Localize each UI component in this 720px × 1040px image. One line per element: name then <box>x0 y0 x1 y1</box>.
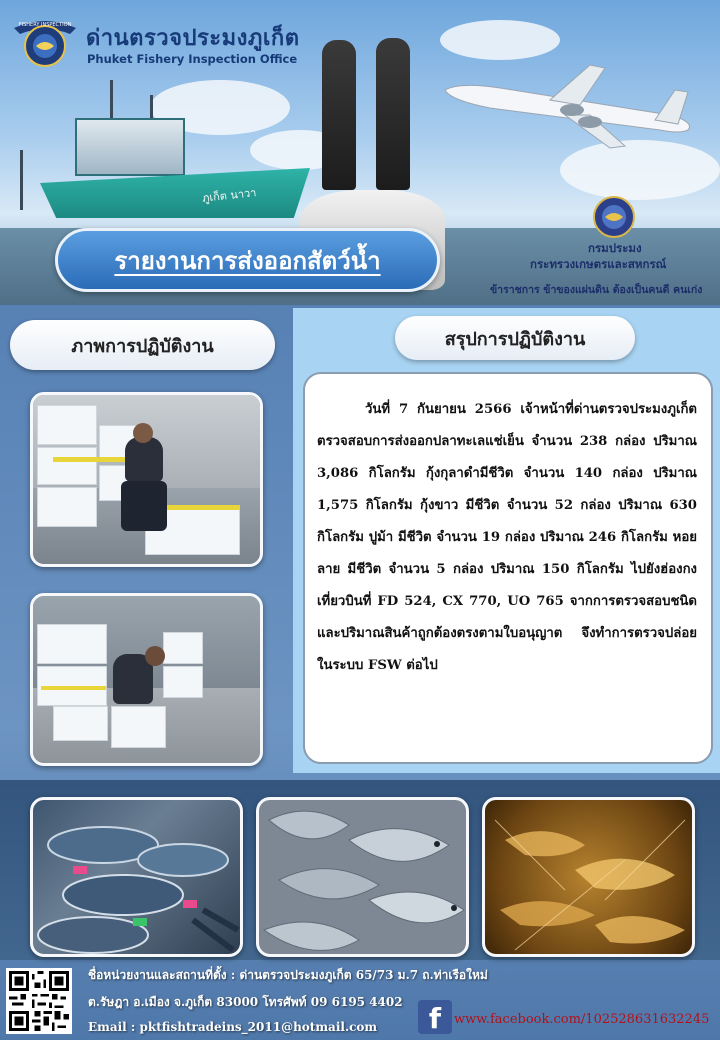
dof-ministry: กระทรวงเกษตรและสหกรณ์ <box>530 257 667 271</box>
inspector-head <box>133 423 153 443</box>
operation-photo-2 <box>30 593 263 766</box>
summary-heading-text: สรุปการปฏิบัติงาน <box>444 328 586 350</box>
facebook-icon[interactable]: f <box>418 1000 452 1034</box>
fish-photo <box>256 797 469 957</box>
foam-box <box>37 447 97 485</box>
facebook-link[interactable]: www.facebook.com/102528631632245 <box>454 1012 710 1027</box>
footer-address-line1: ชื่อหน่วยงานและสถานที่ตั้ง : ด่านตรวจประมงภูเก็ต 65/73 ม.7 ถ.ท่าเรือใหม่ <box>88 968 488 982</box>
operation-photo-1 <box>30 392 263 567</box>
department-of-fisheries-seal <box>587 195 641 239</box>
crab-illustration <box>33 800 243 957</box>
cloud <box>440 20 560 60</box>
foam-box <box>111 706 166 748</box>
summary-heading <box>395 316 635 360</box>
logo-text: FISHERY INSPECTION <box>18 22 72 28</box>
footer-email[interactable]: Email : pktfishtradeins_2011@hotmail.com <box>88 1020 378 1034</box>
inspector-head <box>145 646 165 666</box>
report-title-banner <box>55 228 440 292</box>
crab-photo <box>30 797 243 957</box>
summary-box <box>303 372 713 764</box>
foam-box <box>37 405 97 445</box>
operations-photos-heading <box>10 320 275 370</box>
statue-right <box>376 38 410 190</box>
boat-name: ภูเก็ต นาวา <box>201 186 257 205</box>
foam-box <box>37 624 107 664</box>
statue-left <box>322 40 356 190</box>
airplane-icon <box>440 60 700 150</box>
dof-motto: ข้าราชการ ข้าของแผ่นดิน ต้องเป็นคนดี คนเก่ง <box>490 284 703 296</box>
fishery-inspection-logo <box>12 14 78 70</box>
office-title-en: Phuket Fishery Inspection Office <box>87 52 298 66</box>
qr-code-icon[interactable] <box>6 968 72 1034</box>
foam-box <box>37 487 97 527</box>
shrimp-illustration <box>485 800 695 957</box>
foam-box <box>53 706 108 741</box>
inspector <box>125 437 163 482</box>
operations-photos-heading-text: ภาพการปฏิบัติงาน <box>71 335 214 357</box>
dof-name: กรมประมง <box>588 241 642 255</box>
office-title-th: ด่านตรวจประมงภูเก็ต <box>86 26 300 51</box>
foam-box <box>163 632 203 664</box>
foam-box <box>163 666 203 698</box>
footer-address-line2: ต.รัษฎา อ.เมือง จ.ภูเก็ต 83000 โทรศัพท์ 09 6195 4402 <box>88 995 403 1009</box>
inspector-legs <box>121 481 167 531</box>
boat-cabin <box>75 118 185 176</box>
summary-text: วันที่ 7 กันยายน 2566 เจ้าหน้าที่ด่านตรวจประมงภูเก็ต ตรวจสอบการส่งออกปลาทะเลแช่เย็น จำนวน 238 กล่อง ปริมาณ 3,086 กิโลกรัม กุ้งกุลาดำมีชีวิต จำนวน 140 กล่อง ปริมาณ 1,575 กิโลกรัม กุ้งขาว มีชีวิต จำนวน 52 กล่อง ปริมาณ 630 กิโลกรัม ปูม้า มีชีวิต จำนวน 19 กล่อง ปริมาณ 246 กิโลกรัม หอยลาย มีชีวิต จำนวน 5 กล่อง ปริมาณ 150 กิโลกรัม ไปยังฮ่องกง เที่ยวบินที่ FD 524, CX 770, UO 765 จากการตรวจสอบชนิด และปริมาณสินค้าถูกต้องตรงตามใบอนุญาต จึงทำการตรวจปล่อยในระบบ FSW ต่อไป <box>317 402 697 673</box>
fish-illustration <box>259 800 469 957</box>
report-title: รายงานการส่งออกสัตว์น้ำ <box>114 246 381 275</box>
header-banner <box>0 0 720 305</box>
shrimp-photo <box>482 797 695 957</box>
boat-mast <box>20 150 23 210</box>
packing-tape <box>41 686 106 690</box>
